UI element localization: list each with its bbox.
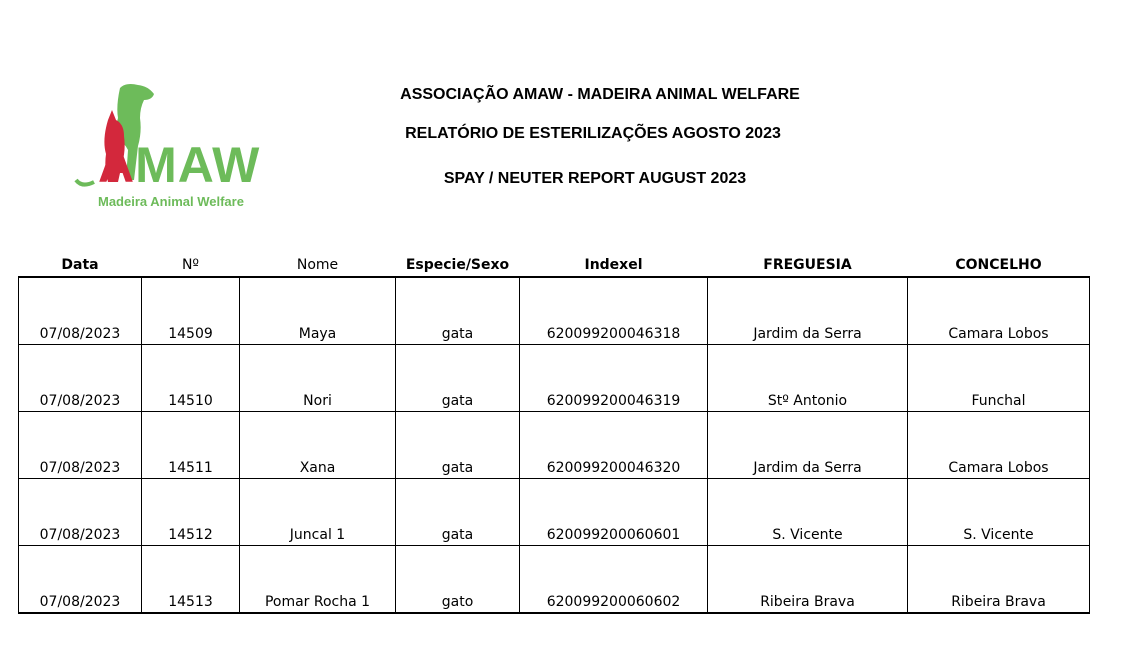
cell-nome: Xana	[240, 412, 396, 479]
table-row	[19, 479, 1090, 546]
logo-tagline: Madeira Animal Welfare	[98, 194, 244, 209]
sterilization-table	[18, 254, 1090, 614]
cell-especie-sexo: gata	[396, 345, 520, 412]
cell-especie-sexo: gato	[396, 546, 520, 614]
cell-indexel: 620099200046320	[520, 412, 708, 479]
cell-number: 14512	[142, 479, 240, 546]
table-row	[19, 345, 1090, 412]
amaw-logo	[68, 80, 261, 212]
cell-concelho: Camara Lobos	[908, 277, 1090, 345]
cell-data: 07/08/2023	[19, 479, 142, 546]
column-header-nome: Nome	[240, 254, 396, 277]
cell-nome: Juncal 1	[240, 479, 396, 546]
table-row	[19, 412, 1090, 479]
cell-indexel: 620099200046318	[520, 277, 708, 345]
cell-freguesia: Jardim da Serra	[708, 277, 908, 345]
cell-freguesia: Stº Antonio	[708, 345, 908, 412]
cell-nome: Maya	[240, 277, 396, 345]
cell-especie-sexo: gata	[396, 479, 520, 546]
cell-number: 14511	[142, 412, 240, 479]
table-row	[19, 546, 1090, 614]
cell-data: 07/08/2023	[19, 546, 142, 614]
column-header-freguesia: FREGUESIA	[708, 254, 908, 277]
cell-freguesia: S. Vicente	[708, 479, 908, 546]
cell-concelho: Camara Lobos	[908, 412, 1090, 479]
cell-concelho: Ribeira Brava	[908, 546, 1090, 614]
column-header-indexel: Indexel	[520, 254, 708, 277]
cell-data: 07/08/2023	[19, 277, 142, 345]
logo-letters-maw: MAW	[135, 137, 261, 193]
cell-number: 14513	[142, 546, 240, 614]
cell-data: 07/08/2023	[19, 412, 142, 479]
cell-indexel: 620099200060602	[520, 546, 708, 614]
cell-indexel: 620099200060601	[520, 479, 708, 546]
report-title-pt: RELATÓRIO DE ESTERILIZAÇÕES AGOSTO 2023	[405, 125, 781, 142]
cell-nome: Nori	[240, 345, 396, 412]
column-header-concelho: CONCELHO	[908, 254, 1090, 277]
table-row	[19, 277, 1090, 345]
cell-indexel: 620099200046319	[520, 345, 708, 412]
table-header-row	[19, 254, 1090, 277]
logo-letter-a: A	[98, 137, 136, 193]
logo-wordmark	[98, 137, 261, 193]
cell-freguesia: Jardim da Serra	[708, 412, 908, 479]
cell-number: 14509	[142, 277, 240, 345]
cell-number: 14510	[142, 345, 240, 412]
column-header-data: Data	[19, 254, 142, 277]
cell-nome: Pomar Rocha 1	[240, 546, 396, 614]
cell-concelho: Funchal	[908, 345, 1090, 412]
cell-freguesia: Ribeira Brava	[708, 546, 908, 614]
cell-especie-sexo: gata	[396, 277, 520, 345]
report-title-org: ASSOCIAÇÃO AMAW - MADEIRA ANIMAL WELFARE	[400, 86, 800, 103]
cell-especie-sexo: gata	[396, 412, 520, 479]
column-header-especie-sexo: Especie/Sexo	[396, 254, 520, 277]
cell-data: 07/08/2023	[19, 345, 142, 412]
column-header-number: Nº	[142, 254, 240, 277]
cell-concelho: S. Vicente	[908, 479, 1090, 546]
report-title-en: SPAY / NEUTER REPORT AUGUST 2023	[443, 170, 747, 187]
